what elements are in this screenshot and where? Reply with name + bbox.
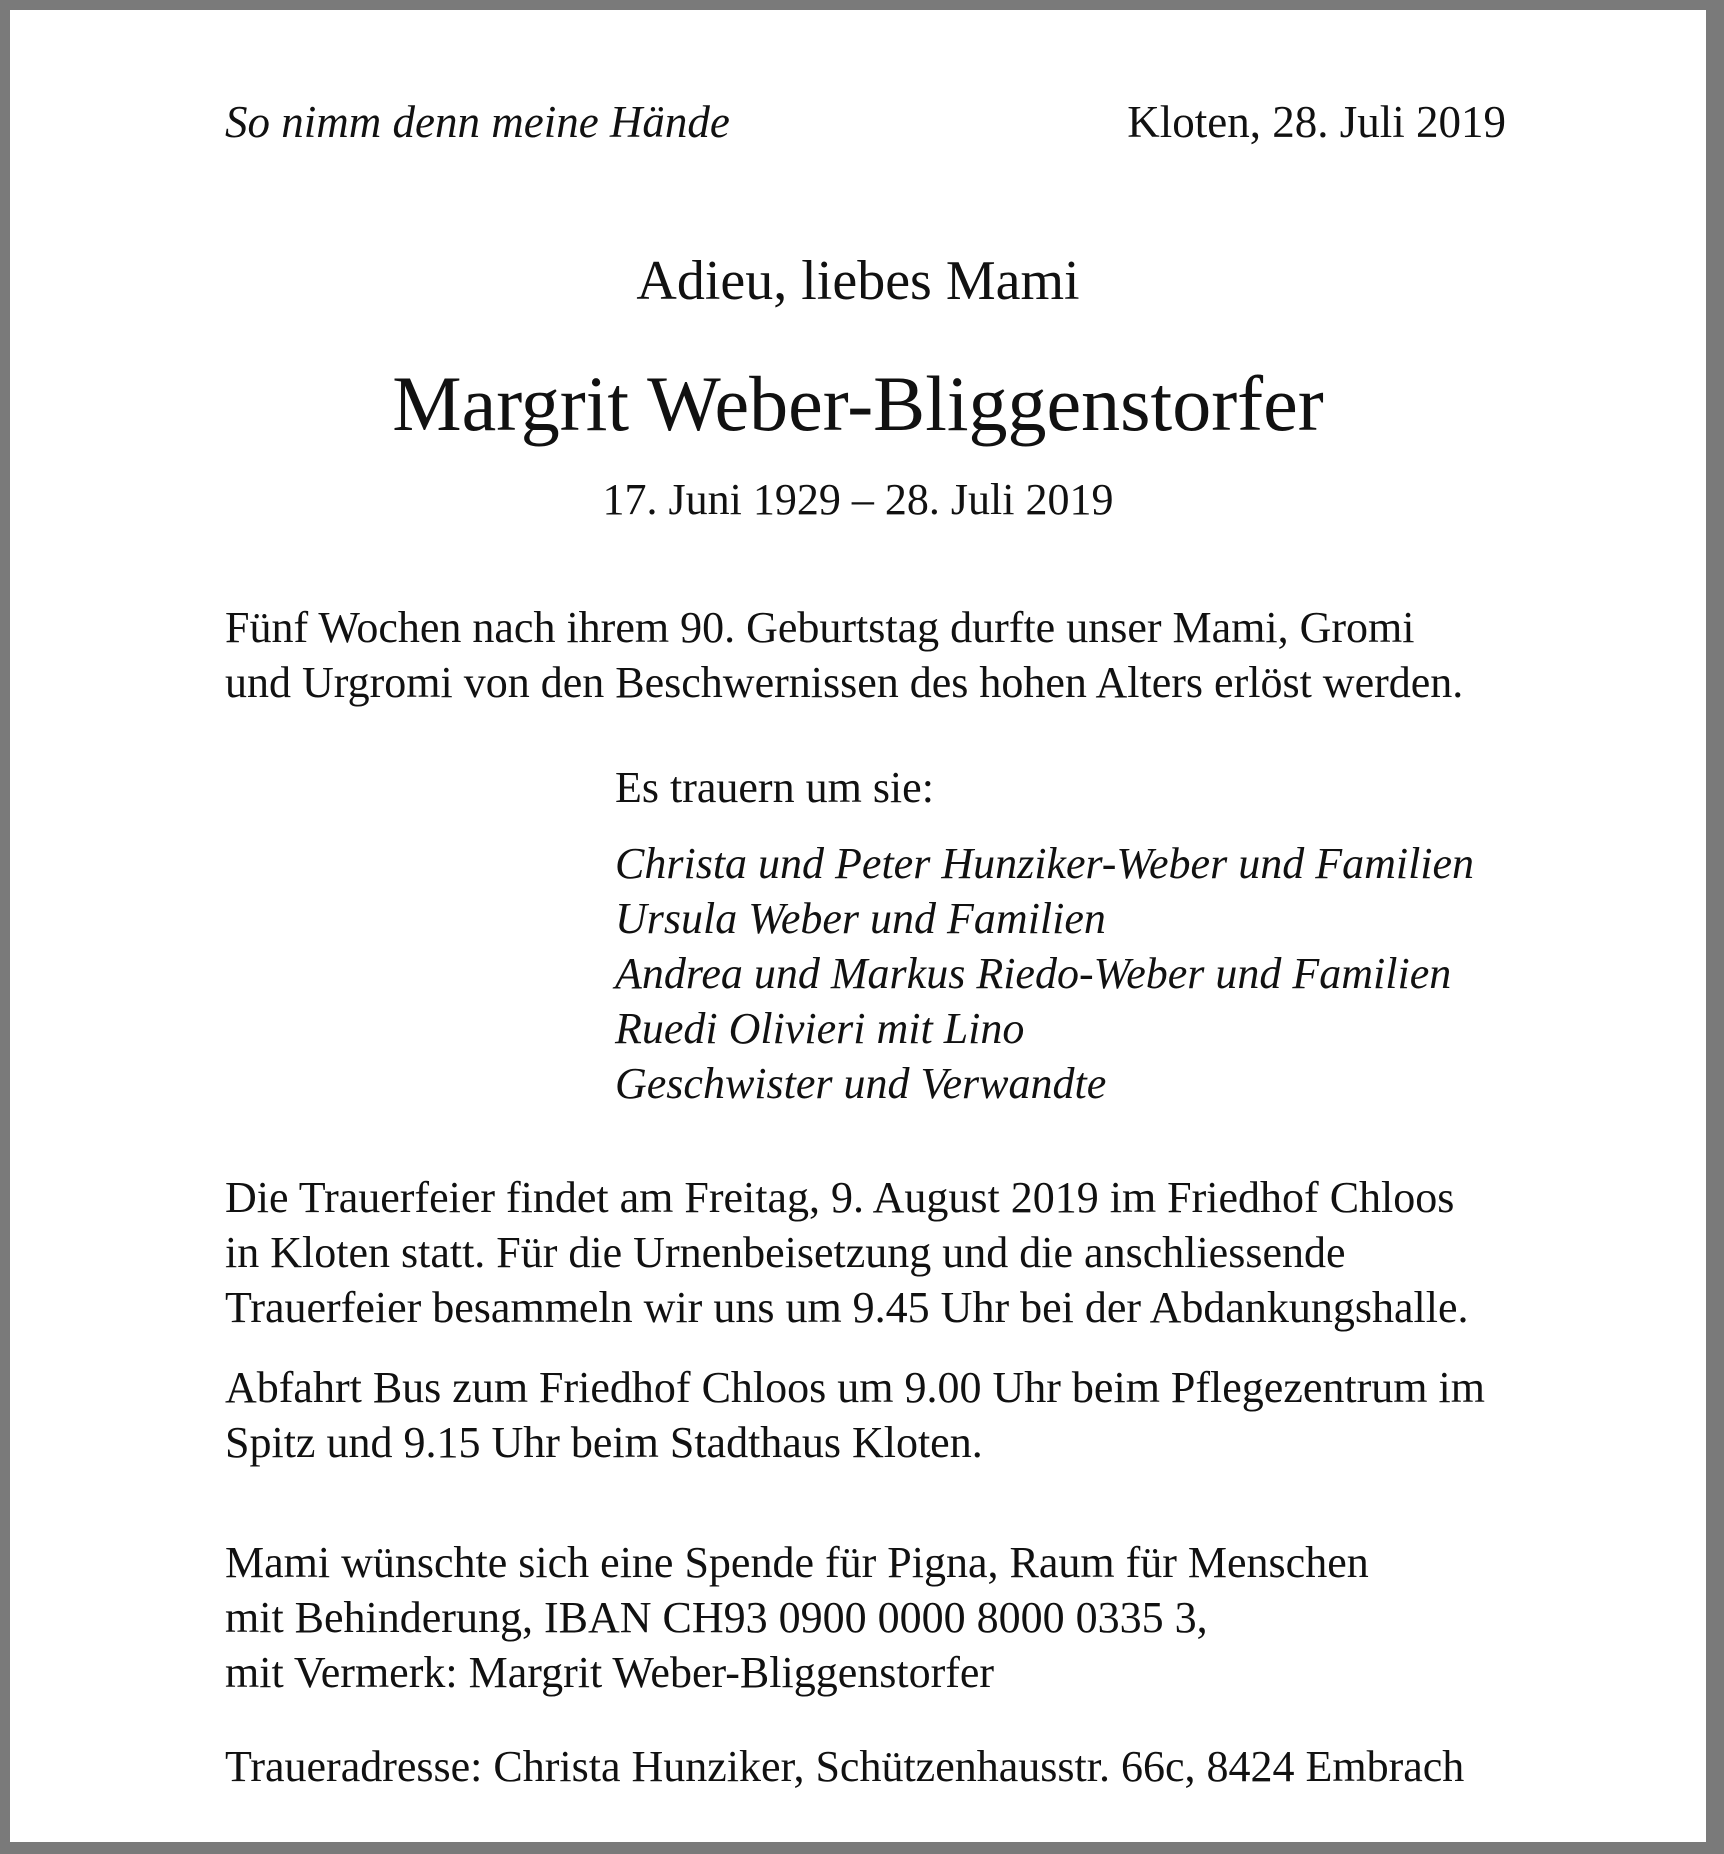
mourner-name: Christa und Peter Hunziker-Weber und Familien — [615, 839, 1475, 888]
mourners-list — [615, 836, 1474, 1111]
mourning-address: Traueradresse: Christa Hunziker, Schützenhausstr. 66c, 8424 Embrach — [225, 1742, 1465, 1791]
funeral-line: Trauerfeier besammeln wir uns um 9.45 Uhr bei der Abdankungshalle. — [225, 1283, 1469, 1332]
donation-line: mit Behinderung, IBAN CH93 0900 0000 8000 0335 3, — [225, 1593, 1208, 1642]
intro-paragraph — [225, 600, 1463, 710]
bus-line: Abfahrt Bus zum Friedhof Chloos um 9.00 Uhr beim Pflegezentrum im — [225, 1363, 1485, 1412]
mourner-name: Ursula Weber und Familien — [615, 894, 1106, 943]
farewell-heading: Adieu, liebes Mami — [636, 250, 1080, 312]
donation-paragraph — [225, 1535, 1369, 1700]
obituary-page — [10, 10, 1706, 1842]
bus-paragraph — [225, 1360, 1485, 1470]
funeral-line: in Kloten statt. Für die Urnenbeisetzung und die anschliessende — [225, 1228, 1346, 1277]
mourner-name: Andrea und Markus Riedo-Weber und Familien — [615, 949, 1452, 998]
life-dates: 17. Juni 1929 – 28. Juli 2019 — [602, 475, 1114, 524]
donation-line: Mami wünschte sich eine Spende für Pigna, Raum für Menschen — [225, 1538, 1369, 1587]
bus-line: Spitz und 9.15 Uhr beim Stadthaus Kloten. — [225, 1418, 983, 1467]
deceased-name: Margrit Weber-Bliggenstorfer — [392, 360, 1324, 447]
mourners-heading: Es trauern um sie: — [615, 763, 934, 812]
intro-line: und Urgromi von den Beschwernissen des hohen Alters erlöst werden. — [225, 658, 1464, 707]
intro-line: Fünf Wochen nach ihrem 90. Geburtstag durfte unser Mami, Gromi — [225, 603, 1415, 652]
mourner-name: Geschwister und Verwandte — [615, 1059, 1107, 1108]
motto-text: So nimm denn meine Hände — [225, 97, 730, 147]
donation-line: mit Vermerk: Margrit Weber-Bliggenstorfer — [225, 1648, 995, 1697]
place-date: Kloten, 28. Juli 2019 — [1127, 97, 1506, 147]
funeral-line: Die Trauerfeier findet am Freitag, 9. August 2019 im Friedhof Chloos — [225, 1173, 1455, 1222]
mourner-name: Ruedi Olivieri mit Lino — [615, 1004, 1025, 1053]
funeral-paragraph — [225, 1170, 1469, 1335]
